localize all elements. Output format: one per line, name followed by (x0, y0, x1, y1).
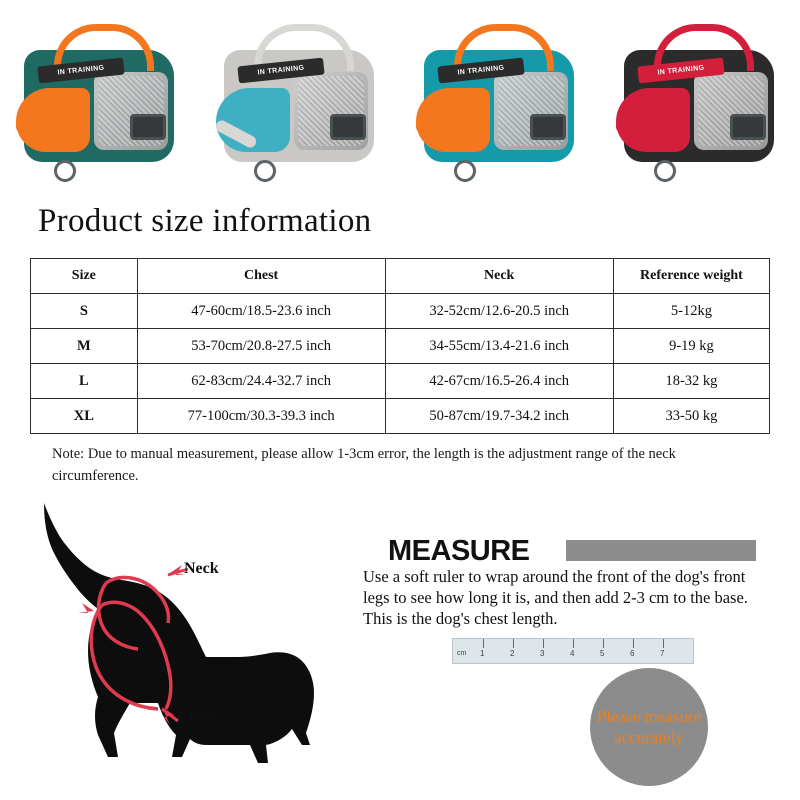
cell-neck: 42-67cm/16.5-26.4 inch (385, 364, 613, 399)
cell-neck: 34-55cm/13.4-21.6 inch (385, 329, 613, 364)
cell-neck: 32-52cm/12.6-20.5 inch (385, 294, 613, 329)
cell-size: S (31, 294, 138, 329)
table-row (31, 399, 770, 434)
cell-size: L (31, 364, 138, 399)
measure-heading-bar (566, 540, 756, 561)
measure-heading: MEASURE (388, 535, 530, 567)
ruler-unit-label: cm (457, 650, 467, 657)
product-image-3 (410, 10, 590, 190)
table-header-row (31, 259, 770, 294)
cell-weight: 33-50 kg (613, 399, 769, 434)
cell-weight: 18-32 kg (613, 364, 769, 399)
accuracy-badge-text: Please measure accurately (596, 706, 702, 747)
cell-neck: 50-87cm/19.7-34.2 inch (385, 399, 613, 434)
neck-label: Neck (184, 560, 219, 577)
d-ring-icon (254, 160, 276, 182)
column-header-neck: Neck (385, 259, 613, 294)
buckle-icon (330, 114, 366, 140)
chest-label: Chest (178, 709, 218, 726)
harness-label: IN TRAINING (237, 58, 324, 84)
product-image-4 (610, 10, 790, 190)
product-photo-strip (0, 0, 800, 200)
ruler-tick-3: 3 (540, 649, 545, 658)
product-image-1 (10, 10, 190, 190)
cell-chest: 53-70cm/20.8-27.5 inch (137, 329, 385, 364)
cell-size: M (31, 329, 138, 364)
buckle-icon (530, 114, 566, 140)
cell-chest: 62-83cm/24.4-32.7 inch (137, 364, 385, 399)
cell-weight: 9-19 kg (613, 329, 769, 364)
harness-label: IN TRAINING (437, 58, 524, 84)
ruler-tick-2: 2 (510, 649, 515, 658)
page-title: Product size information (38, 203, 372, 239)
harness-label: IN TRAINING (37, 58, 124, 84)
buckle-icon (130, 114, 166, 140)
column-header-chest: Chest (137, 259, 385, 294)
buckle-icon (730, 114, 766, 140)
cell-size: XL (31, 399, 138, 434)
ruler-graphic (452, 638, 694, 664)
ruler-tick-7: 7 (660, 649, 665, 658)
ruler-tick-1: 1 (480, 649, 485, 658)
d-ring-icon (54, 160, 76, 182)
harness-label: IN TRAINING (637, 58, 724, 84)
cell-weight: 5-12kg (613, 294, 769, 329)
table-row (31, 329, 770, 364)
table-row (31, 294, 770, 329)
table-row (31, 364, 770, 399)
ruler-tick-6: 6 (630, 649, 635, 658)
measurement-note: Note: Due to manual measurement, please allow 1-3cm error, the length is the adjustment range of the neck circumference. (52, 446, 676, 485)
size-table (30, 258, 770, 434)
cell-chest: 77-100cm/30.3-39.3 inch (137, 399, 385, 434)
ruler-tick-5: 5 (600, 649, 605, 658)
cell-chest: 47-60cm/18.5-23.6 inch (137, 294, 385, 329)
ruler-tick-4: 4 (570, 649, 575, 658)
column-header-size: Size (31, 259, 138, 294)
d-ring-icon (654, 160, 676, 182)
accuracy-badge (590, 668, 708, 786)
measure-instructions: Use a soft ruler to wrap around the front of the dog's front legs to see how long it is, and then add 2-3 cm to the base. This is the dog's chest length. (363, 567, 748, 629)
column-header-weight: Reference weight (613, 259, 769, 294)
d-ring-icon (454, 160, 476, 182)
product-image-2 (210, 10, 390, 190)
dog-diagram (0, 495, 390, 795)
dog-silhouette-icon (10, 495, 390, 795)
